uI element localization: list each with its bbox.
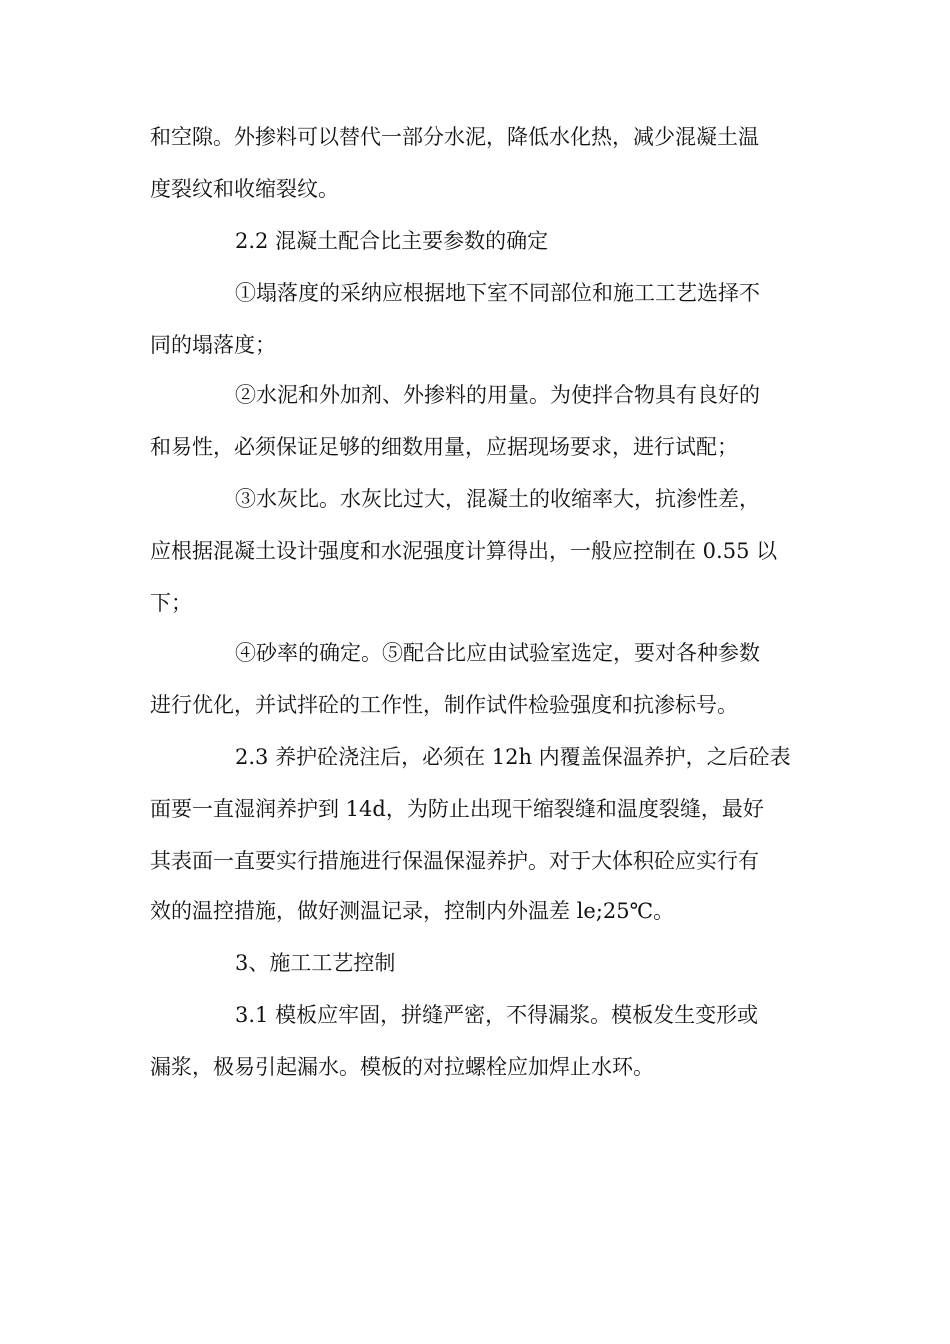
- section-heading-3-1: 3.1 模板应牢固，拼缝严密，不得漏浆。模板发生变形或: [235, 1003, 759, 1027]
- text-line: ①塌落度的采纳应根据地下室不同部位和施工工艺选择不: [235, 281, 760, 305]
- text-line: 应根据混凝土设计强度和水泥强度计算得出，一般应控制在 0.55 以: [150, 539, 778, 563]
- text-line: 度裂纹和收缩裂纹。: [150, 177, 339, 201]
- text-line: 进行优化，并试拌砼的工作性，制作试件检验强度和抗渗标号。: [150, 693, 738, 717]
- section-heading-2-3: 2.3 养护砼浇注后，必须在 12h 内覆盖保温养护，之后砼表: [235, 745, 791, 769]
- section-heading-3: 3、施工工艺控制: [235, 951, 396, 975]
- text-line: ④砂率的确定。⑤配合比应由试验室选定，要对各种参数: [235, 641, 760, 665]
- text-line: ③水灰比。水灰比过大，混凝土的收缩率大，抗渗性差，: [235, 487, 760, 511]
- text-line: 和空隙。外掺料可以替代一部分水泥，降低水化热，减少混凝土温: [150, 125, 759, 149]
- text-line: 其表面一直要实行措施进行保温保湿养护。对于大体积砼应实行有: [150, 849, 759, 873]
- text-line: 面要一直湿润养护到 14d，为防止出现干缩裂缝和温度裂缝，最好: [150, 797, 764, 821]
- text-line: 漏浆，极易引起漏水。模板的对拉螺栓应加焊止水环。: [150, 1055, 654, 1079]
- section-heading-2-2: 2.2 混凝土配合比主要参数的确定: [235, 229, 549, 253]
- text-line: 效的温控措施，做好测温记录，控制内外温差 le;25℃。: [150, 899, 675, 923]
- text-line: 和易性，必须保证足够的细数用量，应据现场要求，进行试配；: [150, 435, 738, 459]
- text-line: ②水泥和外加剂、外掺料的用量。为使拌合物具有良好的: [235, 383, 760, 407]
- text-line: 同的塌落度；: [150, 333, 276, 357]
- text-line: 下；: [150, 591, 192, 615]
